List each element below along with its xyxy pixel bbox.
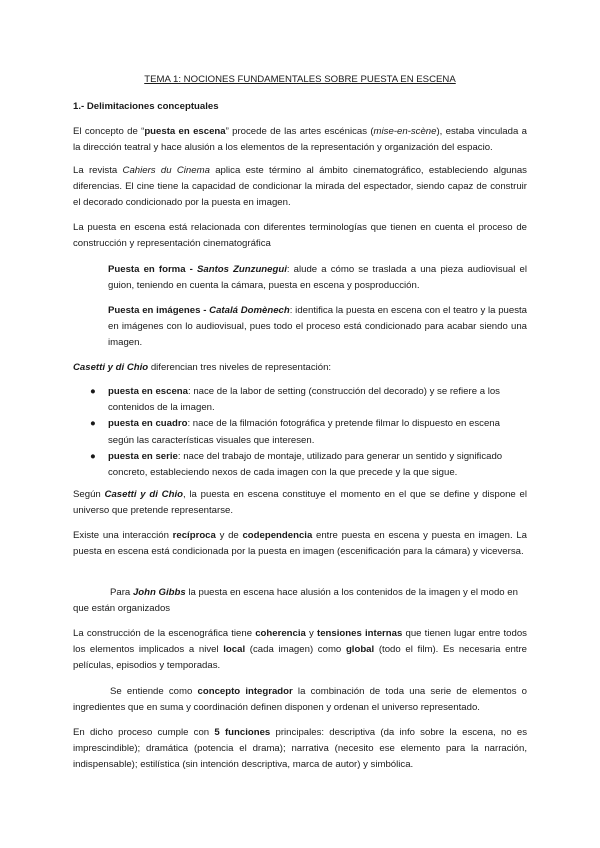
paragraph-interaccion: Existe una interacción recíproca y de codependencia entre puesta en escena y puesta en imagen. La puesta en escena está condicionada por la puesta en imagen (escenificación para la cámara) y viceversa.	[73, 530, 528, 558]
paragraph-john-gibbs: Para John Gibbs la puesta en escena hace alusión a los contenidos de la imagen y el modo en que están organizados	[73, 587, 518, 615]
paragraph-cahiers: La revista Cahiers du Cinema aplica este término al ámbito cinematográfico, estableciendo algunas diferencias. El cine tiene la capacidad de condicionar la mirada del espectador, siendo capaz de construir el decorado condicionado por la puesta en imagen.	[73, 165, 527, 209]
levels-list	[73, 384, 527, 481]
paragraph-terminologias: La puesta en escena está relacionada con diferentes terminologías que tienen en cuenta el proceso de construcción y representación cinematográfica	[73, 222, 527, 250]
paragraph-niveles-intro: Casetti y di Chio diferencian tres niveles de representación:	[73, 362, 332, 373]
paragraph-casetti-define: Según Casetti y di Chio, la puesta en escena constituye el momento en el que se define y dispone el universo que pretende representarse.	[73, 489, 527, 517]
paragraph-funciones: En dicho proceso cumple con 5 funciones principales: descriptiva (da info sobre la escena, no es imprescindible); dramática (potencia el drama); narrativa (necesito ese elemento para la narración, indispensable); estilística (sin intención descriptiva, marca de autor) y simbólica.	[73, 727, 528, 771]
document-title: TEMA 1: NOCIONES FUNDAMENTALES SOBRE PUESTA EN ESCENA	[144, 74, 456, 85]
paragraph-puesta-en-escena-origin: El concepto de “puesta en escena” procede de las artes escénicas (mise-en-scène), estaba vinculada a la dirección teatral y hace alusión a los elementos de la representación y organización del espacio.	[73, 126, 527, 154]
paragraph-puesta-en-forma: Puesta en forma - Santos Zunzunegui: alude a cómo se traslada a una pieza audiovisual el guion, teniendo en cuenta la cámara, puesta en escena y posproducción.	[108, 264, 527, 292]
section-heading: 1.- Delimitaciones conceptuales	[73, 101, 219, 112]
bullet-icon: ●	[90, 450, 96, 462]
paragraph-concepto-integrador: Se entiende como concepto integrador la combinación de toda una serie de elementos o ingredientes que en suma y coordinación definen disponen y ordenan el universo representado.	[73, 686, 527, 714]
paragraph-construccion: La construcción de la escenográfica tiene coherencia y tensiones internas que tienen lugar entre todos los elementos implicados a nivel local (cada imagen) como global (todo el film). Es necesaria entre películas, episodios y temporadas.	[73, 628, 527, 672]
bullet-icon: ●	[90, 386, 96, 397]
list-item: ● puesta en serie: nace del trabajo de montaje, utilizado para generar un sentido y significado concreto, estableciendo nexos de cada imagen con la que precede y la que sigue.	[90, 450, 503, 479]
list-item: ● puesta en escena: nace de la labor de setting (construcción del decorado) y se refiere a los contenidos de la imagen.	[90, 386, 500, 414]
paragraph-puesta-en-imagenes: Puesta en imágenes - Catalá Domènech: identifica la puesta en escena con el teatro y la puesta en imágenes con lo audiovisual, pues todo el proceso está condicionado para acabar siendo una imagen.	[108, 305, 528, 349]
list-item: ● puesta en cuadro: nace de la filmación fotográfica y pretende filmar lo dispuesto en escena según las características visuales que interesen.	[90, 418, 500, 446]
bullet-icon: ●	[90, 418, 96, 430]
